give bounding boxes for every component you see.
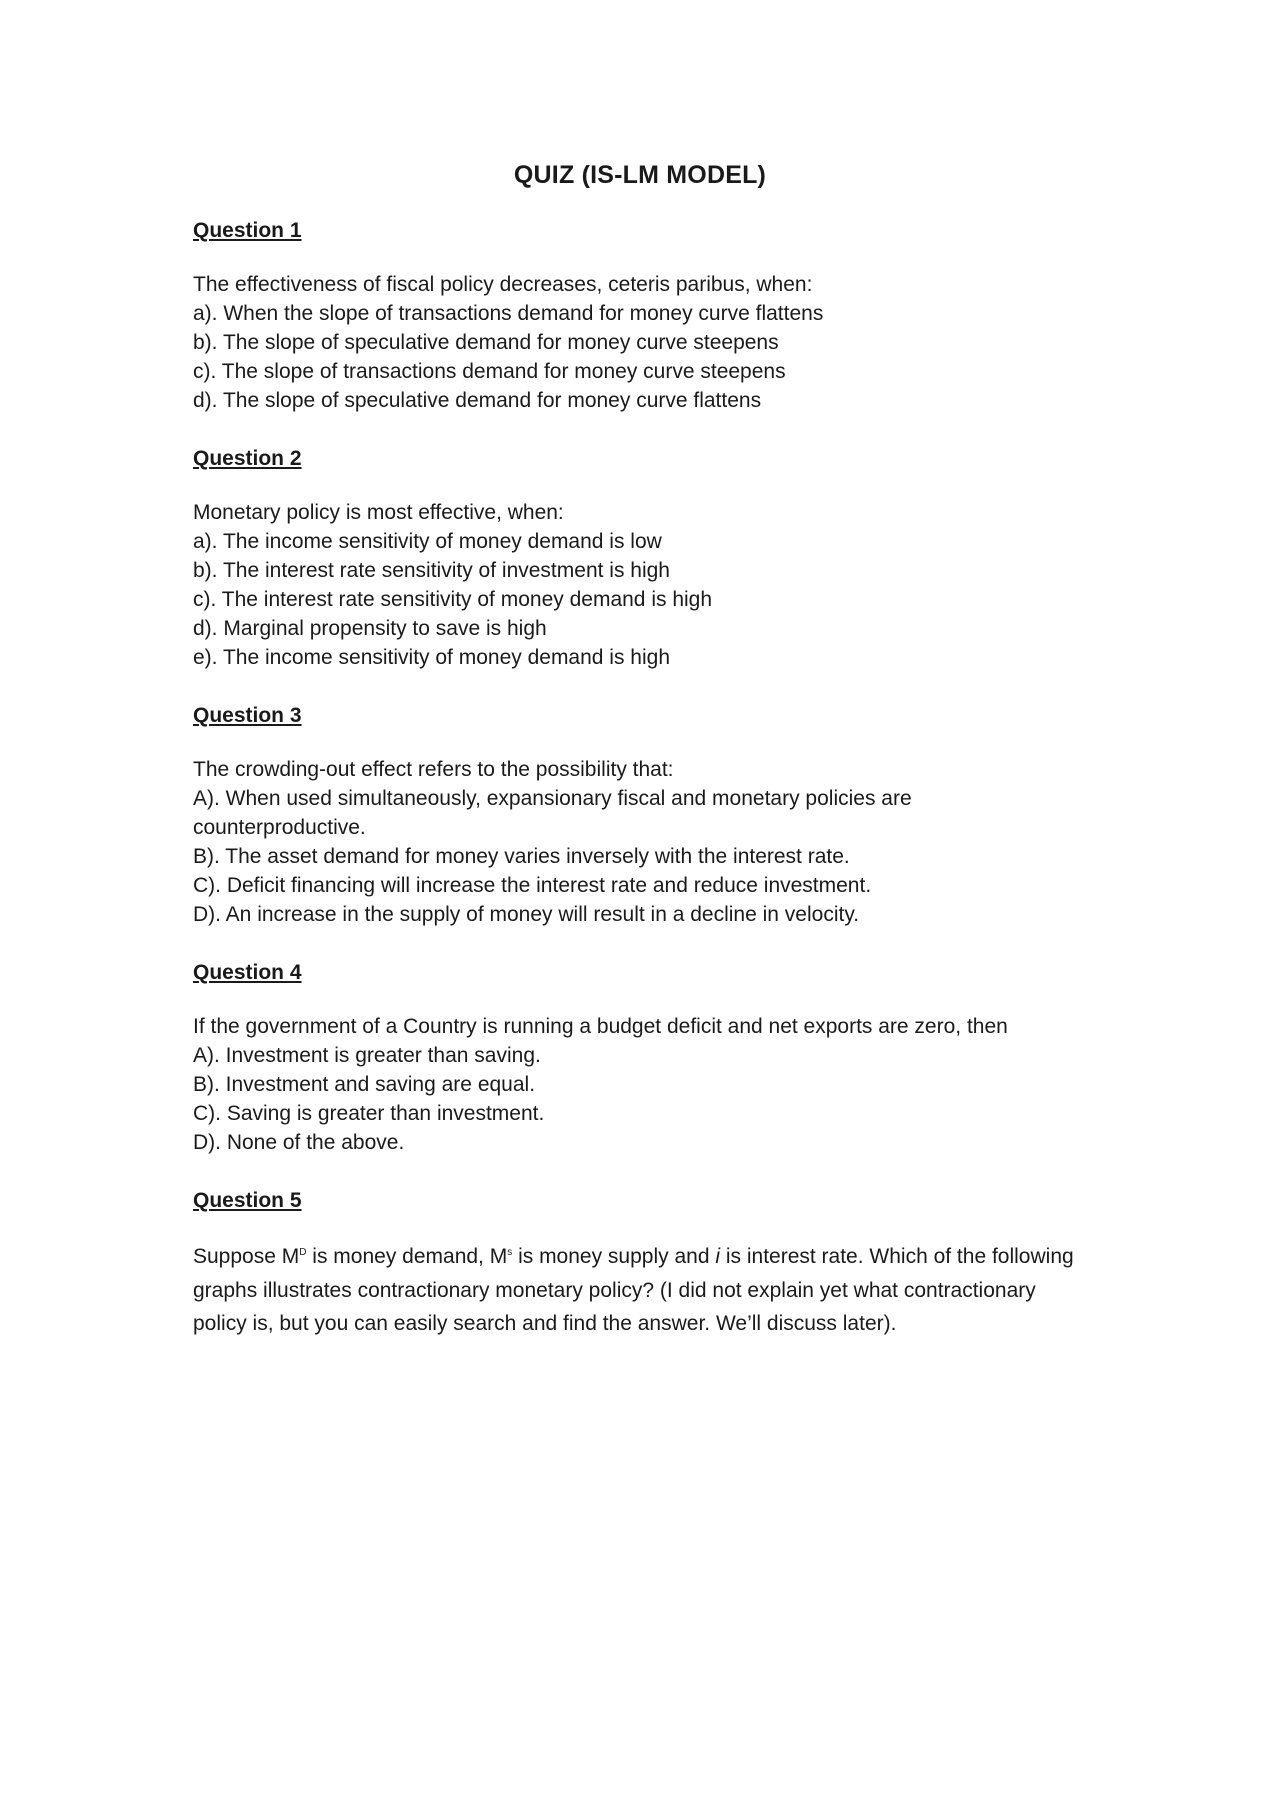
question-2-option-d: d). Marginal propensity to save is high (193, 617, 547, 640)
question-1-option-c: c). The slope of transactions demand for money curve steepens (193, 360, 786, 383)
question-4-option-b: B). Investment and saving are equal. (193, 1073, 536, 1096)
question-1-stem: The effectiveness of fiscal policy decreases, ceteris paribus, when: (193, 273, 813, 296)
question-2-block (193, 444, 1093, 672)
question-3-heading: Question 3 (193, 704, 302, 727)
question-3-option-b: B). The asset demand for money varies inversely with the interest rate. (193, 845, 850, 868)
question-5-text-part-2: is money demand, M (306, 1245, 508, 1268)
question-2-option-a: a). The income sensitivity of money demand is low (193, 530, 662, 553)
question-5-stem (193, 1240, 1083, 1341)
question-3-block (193, 701, 1093, 929)
superscript-d: D (299, 1247, 307, 1258)
question-3-option-a-continued: counterproductive. (193, 816, 366, 839)
question-1-option-d: d). The slope of speculative demand for money curve flattens (193, 389, 762, 412)
question-3-option-c: C). Deficit financing will increase the interest rate and reduce investment. (193, 874, 872, 897)
question-1-option-a: a). When the slope of transactions demand for money curve flattens (193, 302, 824, 325)
question-2-heading: Question 2 (193, 447, 302, 470)
question-2-option-c: c). The interest rate sensitivity of money demand is high (193, 588, 713, 611)
interest-rate-symbol: i (715, 1245, 721, 1268)
question-4-block (193, 958, 1093, 1157)
question-5-heading: Question 5 (193, 1189, 302, 1212)
question-3-option-a: A). When used simultaneously, expansionary fiscal and monetary policies are (193, 787, 912, 810)
question-4-option-a: A). Investment is greater than saving. (193, 1044, 541, 1067)
question-5-text-part-3: is money supply and (512, 1245, 716, 1268)
question-4-option-d: D). None of the above. (193, 1131, 405, 1154)
superscript-s: s (507, 1247, 513, 1258)
question-3-stem: The crowding-out effect refers to the possibility that: (193, 758, 674, 781)
question-2-option-e: e). The income sensitivity of money demand is high (193, 646, 671, 669)
question-4-stem: If the government of a Country is running a budget deficit and net exports are zero, then (193, 1015, 1008, 1038)
question-1-block (193, 216, 1093, 415)
question-5-block (193, 1186, 1093, 1341)
quiz-content (193, 216, 1093, 1341)
question-2-stem: Monetary policy is most effective, when: (193, 501, 564, 524)
question-4-option-c: C). Saving is greater than investment. (193, 1102, 545, 1125)
question-3-option-d: D). An increase in the supply of money will result in a decline in velocity. (193, 903, 860, 926)
question-5-text-part-4: is interest rate. Which of the following graphs illustrates contractionary monetary policy? (I did not explain yet what contractionary policy is, but you can easily search and find the answer. We’ll discuss later). (193, 1245, 1074, 1335)
question-2-option-b: b). The interest rate sensitivity of investment is high (193, 559, 670, 582)
quiz-title: QUIZ (IS-LM MODEL) (513, 161, 767, 189)
question-4-heading: Question 4 (193, 961, 302, 984)
question-1-heading: Question 1 (193, 219, 302, 242)
question-1-option-b: b). The slope of speculative demand for money curve steepens (193, 331, 779, 354)
question-5-text-part-1: Suppose M (193, 1245, 300, 1268)
